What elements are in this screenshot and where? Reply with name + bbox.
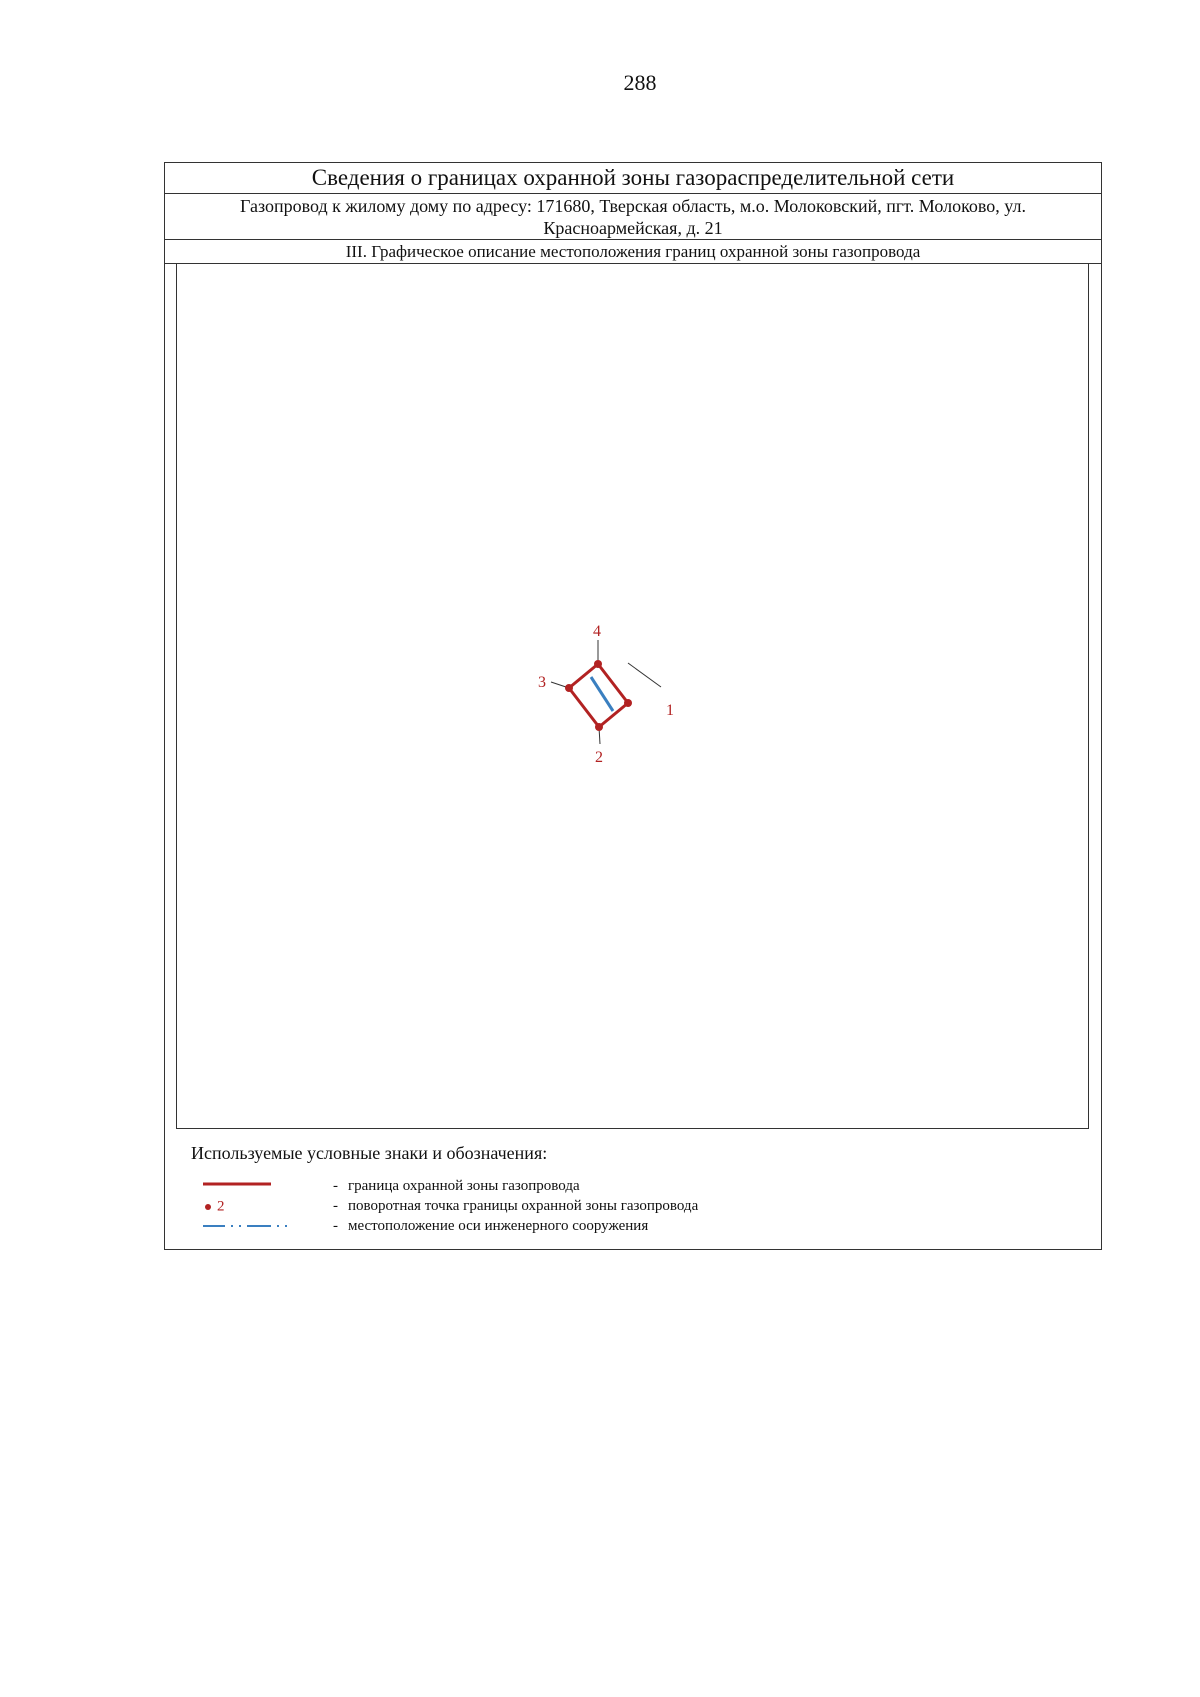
legend-dash: - bbox=[333, 1218, 338, 1234]
turning-point-symbol bbox=[201, 1196, 301, 1216]
axis-line-symbol bbox=[201, 1216, 301, 1236]
point-label-4: 4 bbox=[593, 623, 601, 640]
map-frame bbox=[176, 263, 1089, 1129]
legend-title: Используемые условные знаки и обозначения: bbox=[191, 1143, 548, 1163]
document-title: Сведения о границах охранной зоны газораспределительной сети bbox=[165, 163, 1101, 194]
boundary-line-symbol bbox=[201, 1176, 301, 1196]
protection-zone-boundary bbox=[569, 664, 628, 727]
legend-dash: - bbox=[333, 1198, 338, 1214]
legend-dash: - bbox=[333, 1178, 338, 1194]
point-label-3: 3 bbox=[538, 674, 546, 691]
legend-item-turning-point bbox=[191, 1196, 1071, 1216]
turning-point-1 bbox=[624, 699, 632, 707]
info-sheet bbox=[164, 162, 1102, 1250]
boundary-map bbox=[177, 264, 1088, 1128]
turning-point-sample-label: 2 bbox=[217, 1198, 225, 1215]
legend-item-axis bbox=[191, 1216, 1071, 1236]
legend-item-boundary bbox=[191, 1176, 1071, 1196]
legend-text: местоположение оси инженерного сооружения bbox=[348, 1218, 649, 1234]
legend-text: поворотная точка границы охранной зоны газопровода bbox=[348, 1198, 699, 1214]
leader-line-1 bbox=[628, 663, 661, 687]
turning-point-3 bbox=[565, 684, 573, 692]
point-label-1: 1 bbox=[666, 702, 674, 719]
point-label-2: 2 bbox=[595, 749, 603, 766]
turning-point-4 bbox=[594, 660, 602, 668]
turning-point-2 bbox=[595, 723, 603, 731]
section-heading: III. Графическое описание местоположения границ охранной зоны газопровода bbox=[165, 240, 1101, 264]
pipeline-address: Газопровод к жилому дому по адресу: 171680, Тверская область, м.о. Молоковский, пгт. Молоково, ул. Красноармейская, д. 21 bbox=[165, 194, 1101, 240]
engineering-axis-line bbox=[591, 677, 613, 711]
legend bbox=[191, 1143, 1071, 1236]
page-number: 288 bbox=[623, 70, 657, 95]
turning-point-dot bbox=[205, 1204, 211, 1210]
legend-text: граница охранной зоны газопровода bbox=[348, 1178, 580, 1194]
